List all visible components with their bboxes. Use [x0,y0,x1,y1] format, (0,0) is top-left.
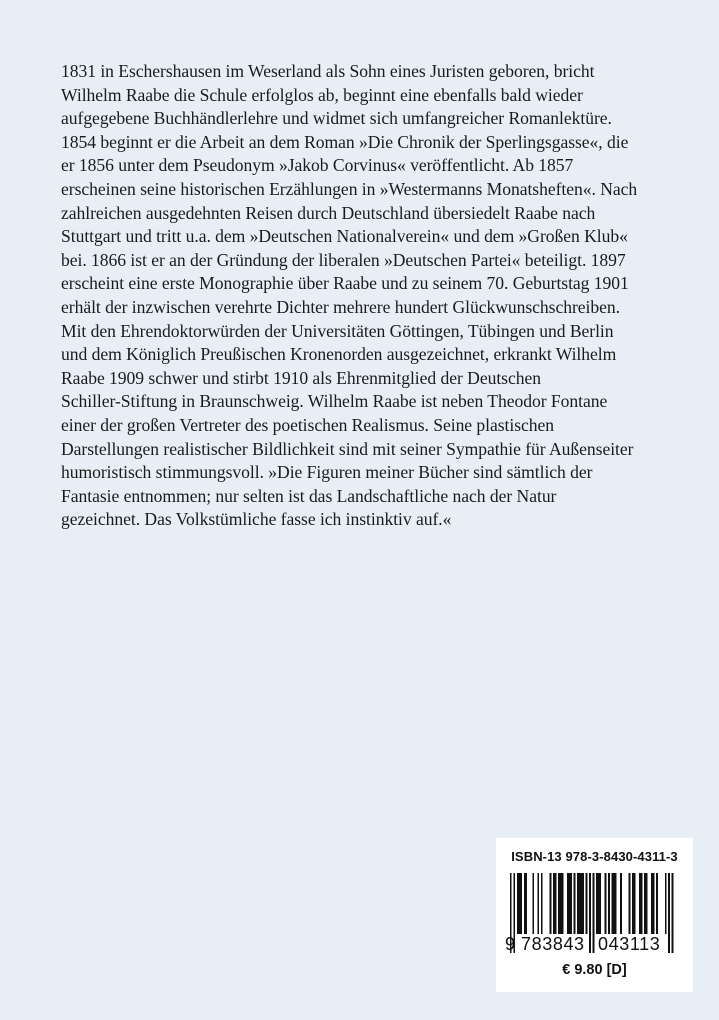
blurb-line: Wilhelm Raabe die Schule erfolglos ab, beginnt eine ebenfalls bald wieder [61,84,583,105]
price-label: € 9.80 [D] [562,962,627,978]
blurb-line: erscheinen seine historischen Erzählungen in »Westermanns Monatsheften«. Nach [61,178,638,199]
blurb-line: humoristisch stimmungsvoll. »Die Figuren meiner Bücher sind sämtlich der [61,462,593,483]
blurb-line: einer der großen Vertreter des poetischen Realismus. Seine plastischen [61,414,555,435]
blurb-line: Mit den Ehrendoktorwürden der Universitäten Göttingen, Tübingen und Berlin [61,320,614,341]
blurb-line: gezeichnet. Das Volkstümliche fasse ich instinktiv auf.« [61,509,452,530]
blurb-line: Fantasie entnommen; nur selten ist das Landschaftliche nach der Natur [61,485,557,506]
blurb-line: Schiller-Stiftung in Braunschweig. Wilhelm Raabe ist neben Theodor Fontane [61,391,608,412]
blurb-line: Raabe 1909 schwer und stirbt 1910 als Ehrenmitglied der Deutschen [61,367,541,388]
blurb-line: und dem Königlich Preußischen Kronenorden ausgezeichnet, erkrankt Wilhelm [61,344,617,365]
blurb-line: 1854 beginnt er die Arbeit an dem Roman »Die Chronik der Sperlingsgasse«, die [61,131,629,152]
blurb-line: erhält der inzwischen verehrte Dichter mehrere hundert Glückwunschschreiben. [61,296,620,317]
barcode-digit-first: 9 [505,934,516,954]
blurb-line: bei. 1866 ist er an der Gründung der liberalen »Deutschen Partei« beteiligt. 1897 [61,249,626,270]
blurb-line: er 1856 unter dem Pseudonym »Jakob Corvinus« veröffentlicht. Ab 1857 [61,155,574,176]
blurb-line: erscheint eine erste Monographie über Raabe und zu seinem 70. Geburtstag 1901 [61,273,629,294]
blurb-line: Stuttgart und tritt u.a. dem »Deutschen Nationalverein« und dem »Großen Klub« [61,226,628,247]
barcode-digits-right: 043113 [598,934,661,954]
blurb-line: aufgegebene Buchhändlerlehre und widmet sich umfangreicher Romanlektüre. [61,108,612,129]
blurb-line: Darstellungen realistischer Bildlichkeit sind mit seiner Sympathie für Außenseiter [61,438,634,459]
isbn-barcode-label [496,838,693,992]
blurb-line: zahlreichen ausgedehnten Reisen durch Deutschland übersiedelt Raabe nach [61,202,596,223]
isbn-number: ISBN-13 978-3-8430-4311-3 [511,849,678,864]
barcode-digits-left: 783843 [521,934,585,954]
blurb-line: 1831 in Eschershausen im Weserland als Sohn eines Juristen geboren, bricht [61,61,595,81]
author-biography-blurb [61,60,661,532]
